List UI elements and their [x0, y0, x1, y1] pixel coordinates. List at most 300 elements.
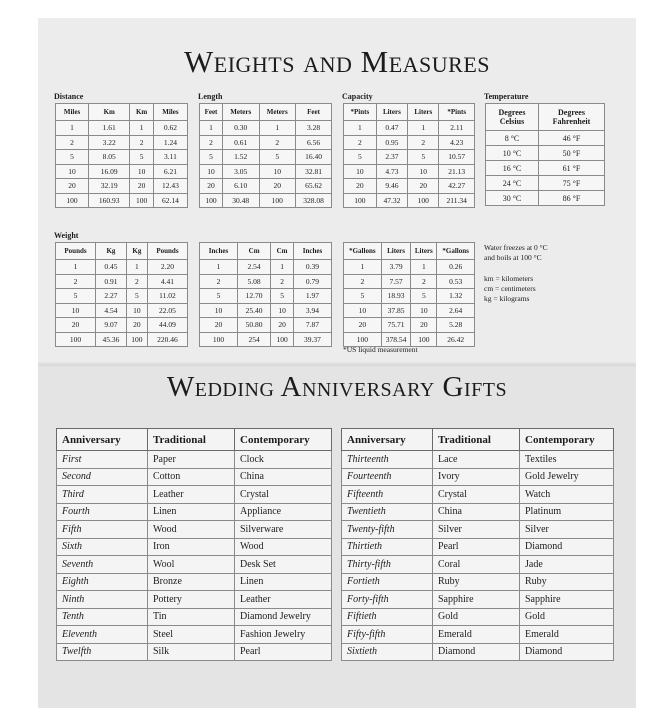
table-cell: 2	[411, 274, 437, 289]
table-cell: Platinum	[520, 503, 614, 521]
table-row	[342, 608, 614, 626]
table-cell: Seventh	[57, 556, 148, 574]
gifts-right-rows	[342, 451, 614, 661]
table-cell: 100	[200, 332, 238, 347]
table-cell: 18.93	[381, 289, 411, 304]
table-cell: 75 °F	[538, 176, 604, 191]
table-cell: 0.45	[96, 260, 127, 275]
table-cell: 4.54	[96, 303, 127, 318]
table-cell: 3.11	[153, 150, 187, 165]
table-cell: 100	[200, 193, 223, 208]
temperature-label: Temperature	[484, 92, 529, 101]
table-row	[344, 274, 475, 289]
table-cell: 5	[344, 289, 382, 304]
distance-label: Distance	[54, 92, 84, 101]
gallons-rows	[344, 260, 475, 347]
table-cell: Ruby	[433, 573, 520, 591]
table-cell: 100	[344, 332, 382, 347]
table-row	[200, 150, 332, 165]
capacity-table	[343, 103, 475, 208]
table-cell: Desk Set	[235, 556, 332, 574]
table-cell: 5	[200, 150, 223, 165]
table-cell: 160.93	[89, 193, 130, 208]
table-cell: Coral	[433, 556, 520, 574]
table-cell: 12.70	[238, 289, 271, 304]
table-cell: 10	[200, 303, 238, 318]
table-cell: 9.07	[96, 318, 127, 333]
table-row	[486, 176, 605, 191]
table-cell: 2	[271, 274, 294, 289]
table-row	[56, 260, 188, 275]
table-cell: 20	[271, 318, 294, 333]
table-row	[486, 161, 605, 176]
table-cell: Jade	[520, 556, 614, 574]
table-cell: 20	[259, 179, 296, 194]
table-cell: 1	[259, 121, 296, 136]
table-cell: 20	[200, 318, 238, 333]
table-cell: 10	[200, 164, 223, 179]
table-cell: 46 °F	[538, 131, 604, 146]
col-header: Liters	[381, 243, 411, 260]
table-cell: 0.47	[376, 121, 407, 136]
table-cell: Sixtieth	[342, 643, 433, 661]
table-row	[56, 121, 188, 136]
table-row	[486, 131, 605, 146]
water-note-line: Water freezes at 0 °C	[484, 243, 548, 252]
table-cell: 25.40	[238, 303, 271, 318]
table-cell: 6.10	[222, 179, 259, 194]
table-cell: 16 °C	[486, 161, 539, 176]
abbrev-note	[484, 274, 536, 304]
table-cell: 1	[344, 260, 382, 275]
distance-table	[55, 103, 188, 208]
table-cell: Gold	[433, 608, 520, 626]
col-header: Cm	[271, 243, 294, 260]
table-cell: 2	[56, 135, 89, 150]
col-header: Contemporary	[235, 429, 332, 451]
table-row	[57, 608, 332, 626]
table-row	[342, 468, 614, 486]
capacity-label: Capacity	[342, 92, 373, 101]
table-cell: 21.13	[439, 164, 475, 179]
table-row	[57, 486, 332, 504]
col-header: Liters	[376, 104, 407, 121]
table-cell: Linen	[148, 503, 235, 521]
gifts-left-rows	[57, 451, 332, 661]
weight-table	[55, 242, 188, 347]
table-cell: 39.37	[293, 332, 331, 347]
table-cell: 2.37	[376, 150, 407, 165]
table-cell: Ruby	[520, 573, 614, 591]
col-header: Miles	[56, 104, 89, 121]
table-cell: Diamond	[520, 538, 614, 556]
col-header: Anniversary	[57, 429, 148, 451]
table-cell: 32.81	[296, 164, 332, 179]
table-cell: 0.62	[153, 121, 187, 136]
table-cell: 7.57	[381, 274, 411, 289]
capacity-rows	[344, 121, 475, 208]
table-cell: Leather	[235, 591, 332, 609]
table-row	[200, 164, 332, 179]
col-header: Kg	[126, 243, 147, 260]
table-row	[200, 121, 332, 136]
table-cell: China	[433, 503, 520, 521]
table-cell: 0.79	[293, 274, 331, 289]
table-cell: 20	[56, 179, 89, 194]
col-header: *Gallons	[437, 243, 475, 260]
table-row	[56, 303, 188, 318]
abbrev-note-line: km = kilometers	[484, 274, 534, 283]
table-cell: 2	[344, 274, 382, 289]
col-header: Kg	[96, 243, 127, 260]
table-row	[342, 521, 614, 539]
col-header: Km	[130, 104, 153, 121]
table-cell: 26.42	[437, 332, 475, 347]
col-header: Liters	[408, 104, 439, 121]
table-cell: Emerald	[433, 626, 520, 644]
table-cell: 75.71	[381, 318, 411, 333]
col-header: Meters	[259, 104, 296, 121]
table-cell: 20	[126, 318, 147, 333]
table-cell: 10.57	[439, 150, 475, 165]
table-cell: 10	[344, 303, 382, 318]
table-cell: Eleventh	[57, 626, 148, 644]
table-cell: 3.94	[293, 303, 331, 318]
table-row	[57, 643, 332, 661]
table-row	[200, 289, 332, 304]
table-cell: Forty-fifth	[342, 591, 433, 609]
table-cell: 10	[411, 303, 437, 318]
table-cell: Lace	[433, 451, 520, 469]
table-row	[57, 503, 332, 521]
table-row	[57, 451, 332, 469]
table-cell: 100	[344, 193, 377, 208]
table-cell: 5	[408, 150, 439, 165]
col-header: *Pints	[439, 104, 475, 121]
table-cell: 6.21	[153, 164, 187, 179]
col-header: Meters	[222, 104, 259, 121]
table-row	[200, 193, 332, 208]
table-cell: 100	[130, 193, 153, 208]
table-row	[344, 318, 475, 333]
table-cell: 10	[271, 303, 294, 318]
table-cell: 5	[411, 289, 437, 304]
table-cell: Pearl	[433, 538, 520, 556]
table-cell: 5.08	[238, 274, 271, 289]
wedding-gifts-title: Wedding Anniversary Gifts	[166, 371, 508, 403]
table-cell: 44.09	[147, 318, 187, 333]
table-cell: Fourth	[57, 503, 148, 521]
length-rows	[200, 121, 332, 208]
table-row	[57, 573, 332, 591]
table-cell: 10	[259, 164, 296, 179]
col-header: *Gallons	[344, 243, 382, 260]
table-cell: 45.36	[96, 332, 127, 347]
table-cell: 1.32	[437, 289, 475, 304]
table-cell: Bronze	[148, 573, 235, 591]
table-cell: 2	[130, 135, 153, 150]
table-cell: 0.95	[376, 135, 407, 150]
table-cell: 50 °F	[538, 146, 604, 161]
table-cell: Emerald	[520, 626, 614, 644]
table-cell: 11.02	[147, 289, 187, 304]
table-row	[200, 318, 332, 333]
table-cell: 10	[56, 164, 89, 179]
table-row	[342, 573, 614, 591]
table-cell: 5	[200, 289, 238, 304]
table-cell: 0.61	[222, 135, 259, 150]
table-cell: 10	[408, 164, 439, 179]
table-cell: 20	[56, 318, 96, 333]
table-cell: Textiles	[520, 451, 614, 469]
table-cell: 1	[411, 260, 437, 275]
gifts-table-right	[341, 428, 614, 661]
table-cell: Fashion Jewelry	[235, 626, 332, 644]
table-cell: 2	[344, 135, 377, 150]
table-cell: 2.54	[238, 260, 271, 275]
table-cell: 12.43	[153, 179, 187, 194]
table-row	[200, 179, 332, 194]
table-cell: 1	[344, 121, 377, 136]
table-row	[342, 486, 614, 504]
table-cell: 4.23	[439, 135, 475, 150]
table-cell: 5	[259, 150, 296, 165]
table-cell: 61 °F	[538, 161, 604, 176]
col-header: Traditional	[148, 429, 235, 451]
table-cell: 47.32	[376, 193, 407, 208]
table-cell: 65.62	[296, 179, 332, 194]
table-cell: 7.87	[293, 318, 331, 333]
table-cell: 8 °C	[486, 131, 539, 146]
table-cell: 2.11	[439, 121, 475, 136]
table-cell: Tin	[148, 608, 235, 626]
table-cell: Silver	[520, 521, 614, 539]
table-cell: 30 °C	[486, 191, 539, 206]
col-header: Pounds	[147, 243, 187, 260]
col-header: Inches	[200, 243, 238, 260]
table-cell: Eighth	[57, 573, 148, 591]
table-cell: 10	[126, 303, 147, 318]
water-note-line: and boils at 100 °C	[484, 253, 542, 262]
table-cell: Fiftieth	[342, 608, 433, 626]
table-row	[56, 179, 188, 194]
table-cell: Steel	[148, 626, 235, 644]
table-cell: 211.34	[439, 193, 475, 208]
table-cell: 2	[56, 274, 96, 289]
table-row	[200, 332, 332, 347]
table-cell: Sixth	[57, 538, 148, 556]
table-cell: 2	[200, 135, 223, 150]
table-cell: 20	[411, 318, 437, 333]
table-cell: Pearl	[235, 643, 332, 661]
table-row	[200, 260, 332, 275]
col-header: Degrees Fahrenheit	[538, 104, 604, 131]
table-cell: 1	[126, 260, 147, 275]
table-cell: 2	[126, 274, 147, 289]
col-header: Liters	[411, 243, 437, 260]
distance-rows	[56, 121, 188, 208]
temperature-rows	[486, 131, 605, 206]
table-cell: 8.05	[89, 150, 130, 165]
inches-rows	[200, 260, 332, 347]
table-row	[344, 135, 475, 150]
table-cell: 2	[408, 135, 439, 150]
table-row	[56, 150, 188, 165]
table-cell: 20	[344, 179, 377, 194]
table-cell: Thirteenth	[342, 451, 433, 469]
table-cell: Fortieth	[342, 573, 433, 591]
table-cell: 24 °C	[486, 176, 539, 191]
table-cell: Pottery	[148, 591, 235, 609]
col-header: Miles	[153, 104, 187, 121]
table-cell: 0.30	[222, 121, 259, 136]
weight-rows	[56, 260, 188, 347]
length-label: Length	[198, 92, 223, 101]
table-row	[200, 135, 332, 150]
table-row	[342, 503, 614, 521]
table-row	[344, 193, 475, 208]
abbrev-note-line: cm = centimeters	[484, 284, 536, 293]
table-row	[56, 135, 188, 150]
table-cell: 20	[344, 318, 382, 333]
table-cell: 42.27	[439, 179, 475, 194]
table-cell: Gold Jewelry	[520, 468, 614, 486]
table-cell: Sapphire	[433, 591, 520, 609]
table-cell: 1	[408, 121, 439, 136]
table-row	[342, 626, 614, 644]
table-row	[344, 303, 475, 318]
table-cell: 4.73	[376, 164, 407, 179]
table-cell: 1.97	[293, 289, 331, 304]
table-cell: Thirty-fifth	[342, 556, 433, 574]
gifts-table-left	[56, 428, 332, 661]
table-cell: Wood	[235, 538, 332, 556]
table-cell: 1	[130, 121, 153, 136]
col-header: Feet	[200, 104, 223, 121]
table-row	[344, 121, 475, 136]
table-cell: 0.26	[437, 260, 475, 275]
table-cell: 3.28	[296, 121, 332, 136]
col-header: Contemporary	[520, 429, 614, 451]
table-cell: Fifteenth	[342, 486, 433, 504]
weights-measures-title: Weights and Measures	[184, 44, 490, 79]
table-cell: 4.41	[147, 274, 187, 289]
table-cell: 5	[56, 150, 89, 165]
col-header: *Pints	[344, 104, 377, 121]
table-row	[342, 451, 614, 469]
table-row	[342, 643, 614, 661]
table-cell: Crystal	[433, 486, 520, 504]
water-note	[484, 243, 548, 263]
table-cell: Twelfth	[57, 643, 148, 661]
table-cell: 0.91	[96, 274, 127, 289]
table-cell: Iron	[148, 538, 235, 556]
temperature-table	[485, 103, 605, 206]
col-header: Pounds	[56, 243, 96, 260]
table-cell: Appliance	[235, 503, 332, 521]
table-row	[57, 556, 332, 574]
col-header: Km	[89, 104, 130, 121]
table-cell: Cotton	[148, 468, 235, 486]
weight-label: Weight	[54, 231, 79, 240]
table-cell: 2	[200, 274, 238, 289]
table-cell: Fifty-fifth	[342, 626, 433, 644]
footnote: *US liquid measurement	[343, 345, 418, 354]
table-cell: 30.48	[222, 193, 259, 208]
col-header: Inches	[293, 243, 331, 260]
table-row	[56, 332, 188, 347]
col-header: Feet	[296, 104, 332, 121]
table-row	[344, 164, 475, 179]
table-cell: 3.05	[222, 164, 259, 179]
table-cell: 5	[56, 289, 96, 304]
table-cell: 10	[56, 303, 96, 318]
table-row	[57, 626, 332, 644]
table-cell: 5	[130, 150, 153, 165]
table-cell: Gold	[520, 608, 614, 626]
table-cell: 37.85	[381, 303, 411, 318]
table-cell: 3.79	[381, 260, 411, 275]
table-cell: 2.64	[437, 303, 475, 318]
col-header: Degrees Celsius	[486, 104, 539, 131]
table-cell: 100	[56, 193, 89, 208]
length-table	[199, 103, 332, 208]
table-cell: 100	[408, 193, 439, 208]
gallons-table	[343, 242, 475, 347]
table-row	[56, 289, 188, 304]
table-cell: 3.22	[89, 135, 130, 150]
table-cell: Clock	[235, 451, 332, 469]
table-cell: 6.56	[296, 135, 332, 150]
table-cell: 50.80	[238, 318, 271, 333]
table-row	[57, 538, 332, 556]
table-cell: 100	[411, 332, 437, 347]
table-cell: Paper	[148, 451, 235, 469]
table-cell: 100	[126, 332, 147, 347]
table-cell: Crystal	[235, 486, 332, 504]
table-cell: 1	[56, 121, 89, 136]
table-row	[57, 521, 332, 539]
table-cell: Leather	[148, 486, 235, 504]
table-cell: 2.27	[96, 289, 127, 304]
table-cell: 10	[130, 164, 153, 179]
table-cell: 10	[344, 164, 377, 179]
table-cell: 1	[271, 260, 294, 275]
table-cell: 62.14	[153, 193, 187, 208]
table-cell: 20	[200, 179, 223, 194]
table-cell: Tenth	[57, 608, 148, 626]
table-row	[486, 191, 605, 206]
table-cell: Sapphire	[520, 591, 614, 609]
table-row	[56, 193, 188, 208]
inches-table	[199, 242, 332, 347]
col-header: Anniversary	[342, 429, 433, 451]
table-cell: 1.52	[222, 150, 259, 165]
table-row	[342, 556, 614, 574]
table-row	[200, 303, 332, 318]
table-cell: 0.39	[293, 260, 331, 275]
table-cell: 1	[200, 121, 223, 136]
table-cell: 5	[126, 289, 147, 304]
table-cell: 100	[271, 332, 294, 347]
table-cell: 1.61	[89, 121, 130, 136]
table-cell: 100	[259, 193, 296, 208]
table-cell: Ivory	[433, 468, 520, 486]
table-cell: 1.24	[153, 135, 187, 150]
table-cell: 220.46	[147, 332, 187, 347]
table-cell: Twenty-fifth	[342, 521, 433, 539]
table-cell: 0.53	[437, 274, 475, 289]
